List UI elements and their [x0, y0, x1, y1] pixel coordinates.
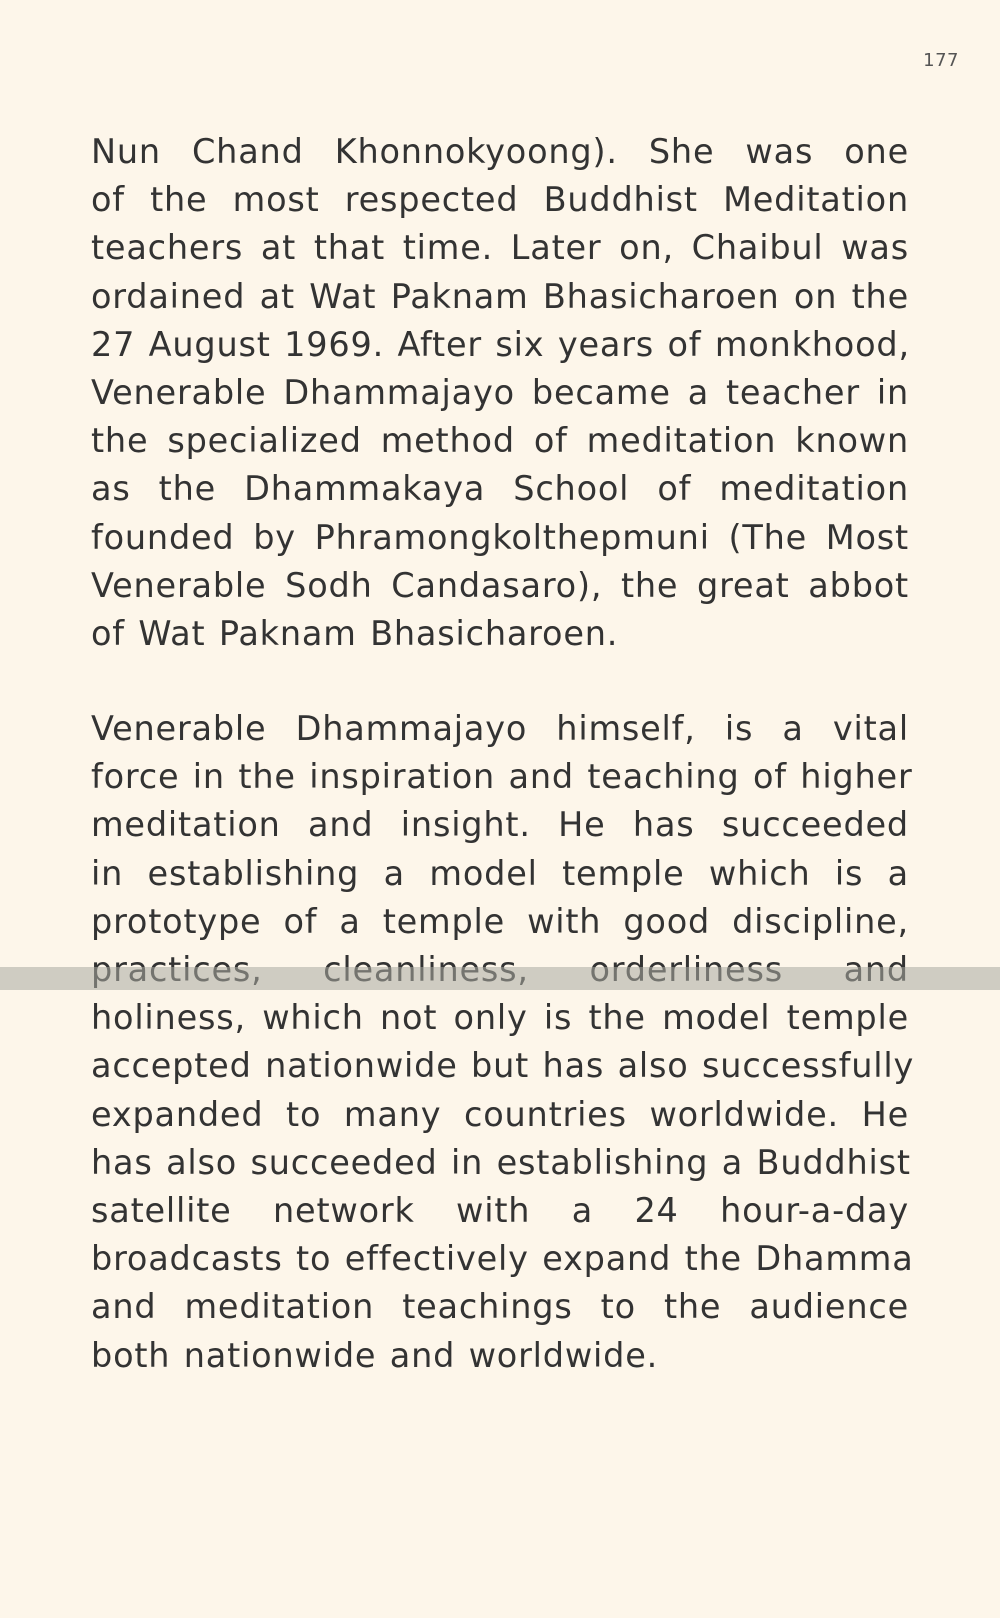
- text-line: accepted nationwide but has also successfully: [91, 1046, 915, 1086]
- text-line: of the most respected Buddhist Meditation: [91, 180, 909, 220]
- paragraph-1: [91, 128, 909, 658]
- text-line: prototype of a temple with good discipline,: [91, 901, 909, 941]
- text-line: Venerable Dhammajayo became a teacher in: [91, 373, 909, 413]
- text-line: meditation and insight. He has succeeded: [91, 805, 909, 845]
- paragraph-2: [91, 705, 915, 1380]
- text-line: of Wat Paknam Bhasicharoen.: [91, 614, 619, 654]
- text-line: has also succeeded in establishing a Buddhist: [91, 1142, 911, 1182]
- text-line: both nationwide and worldwide.: [91, 1335, 659, 1375]
- text-line: expanded to many countries worldwide. He: [91, 1094, 909, 1134]
- text-line: broadcasts to effectively expand the Dhamma: [91, 1239, 914, 1279]
- text-line: ordained at Wat Paknam Bhasicharoen on the: [91, 276, 909, 316]
- page-number: 177: [923, 50, 959, 71]
- text-line: satellite network with a 24 hour-a-day: [91, 1191, 909, 1231]
- text-line: and meditation teachings to the audience: [91, 1287, 909, 1327]
- text-line: as the Dhammakaya School of meditation: [91, 469, 909, 509]
- reading-guide-bar[interactable]: [0, 967, 1000, 990]
- text-line: Venerable Sodh Candasaro), the great abbot: [91, 565, 909, 605]
- text-line: force in the inspiration and teaching of higher: [91, 757, 913, 797]
- text-line: holiness, which not only is the model temple: [91, 998, 909, 1038]
- text-line: teachers at that time. Later on, Chaibul was: [91, 228, 909, 268]
- text-line: the specialized method of meditation known: [91, 421, 909, 461]
- text-line: 27 August 1969. After six years of monkhood,: [91, 324, 910, 364]
- text-line: Nun Chand Khonnokyoong). She was one: [91, 132, 909, 171]
- text-line: Venerable Dhammajayo himself, is a vital: [91, 709, 909, 748]
- text-line: founded by Phramongkolthepmuni (The Most: [91, 517, 909, 557]
- text-line: in establishing a model temple which is a: [91, 853, 909, 893]
